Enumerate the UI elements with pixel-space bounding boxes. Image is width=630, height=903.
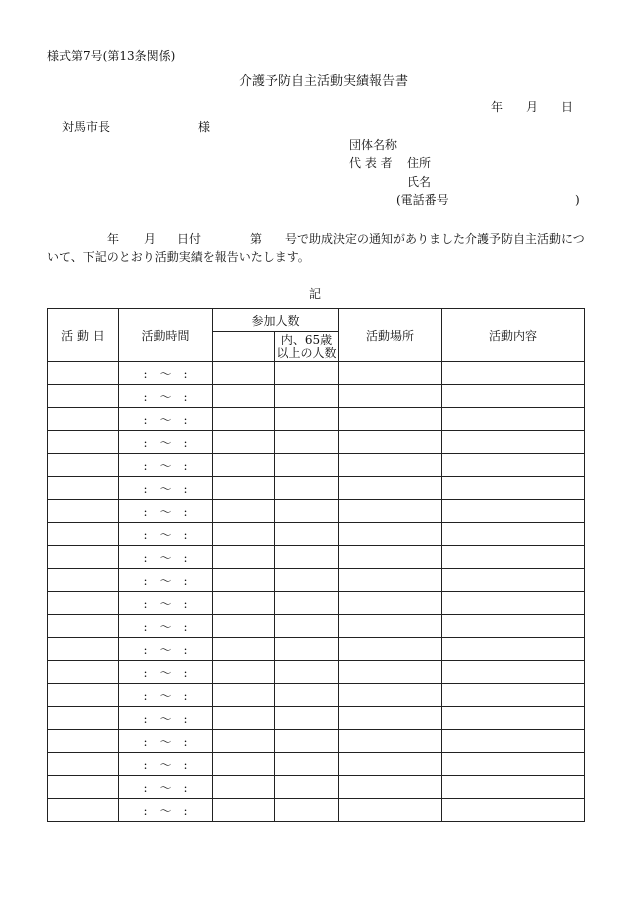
addressee-honorific: 様 (198, 120, 211, 134)
cell-activity-place (339, 500, 442, 523)
header-activity-place: 活動場所 (339, 309, 442, 362)
cell-participants-total (213, 500, 275, 523)
time-tilde: 〜 (159, 665, 172, 680)
cell-activity-time (119, 615, 213, 638)
cell-activity-time (119, 684, 213, 707)
cell-activity-date (48, 661, 119, 684)
header-activity-content: 活動内容 (442, 309, 585, 362)
cell-activity-content (442, 661, 585, 684)
cell-activity-place (339, 661, 442, 684)
cell-activity-date (48, 753, 119, 776)
cell-activity-date (48, 569, 119, 592)
table-row (48, 523, 585, 546)
cell-participants-total (213, 638, 275, 661)
cell-activity-place (339, 523, 442, 546)
cell-activity-time (119, 730, 213, 753)
table-row (48, 500, 585, 523)
time-tilde: 〜 (159, 688, 172, 703)
cell-over65-count (275, 362, 339, 385)
time-colon-start: : (143, 550, 148, 565)
table-row (48, 707, 585, 730)
cell-activity-place (339, 730, 442, 753)
cell-activity-date (48, 477, 119, 500)
cell-activity-time (119, 454, 213, 477)
time-tilde: 〜 (159, 527, 172, 542)
table-row (48, 385, 585, 408)
time-tilde: 〜 (159, 504, 172, 519)
table-row (48, 431, 585, 454)
cell-activity-date (48, 799, 119, 822)
cell-activity-time (119, 753, 213, 776)
cell-activity-content (442, 454, 585, 477)
cell-over65-count (275, 500, 339, 523)
time-tilde: 〜 (159, 389, 172, 404)
body-month: 月 (144, 232, 157, 246)
time-tilde: 〜 (159, 780, 172, 795)
time-colon-end: : (183, 435, 188, 450)
cell-participants-total (213, 408, 275, 431)
cell-activity-place (339, 454, 442, 477)
activity-record-table (47, 308, 585, 822)
cell-activity-date (48, 523, 119, 546)
cell-activity-place (339, 799, 442, 822)
table-row (48, 799, 585, 822)
cell-activity-date (48, 546, 119, 569)
time-colon-end: : (183, 573, 188, 588)
cell-activity-content (442, 477, 585, 500)
cell-activity-date (48, 776, 119, 799)
body-day: 日付 (177, 232, 202, 246)
time-tilde: 〜 (159, 366, 172, 381)
time-colon-end: : (183, 458, 188, 473)
time-colon-start: : (143, 435, 148, 450)
cell-participants-total (213, 615, 275, 638)
cell-participants-total (213, 684, 275, 707)
cell-activity-date (48, 615, 119, 638)
table-row (48, 638, 585, 661)
cell-over65-count (275, 546, 339, 569)
cell-participants-total (213, 753, 275, 776)
time-colon-end: : (183, 596, 188, 611)
cell-activity-date (48, 730, 119, 753)
cell-activity-place (339, 408, 442, 431)
time-colon-end: : (183, 619, 188, 634)
table-row (48, 730, 585, 753)
cell-activity-time (119, 523, 213, 546)
body-line2-text: いて、下記のとおり活動実績を報告いたします。 (47, 250, 310, 264)
time-tilde: 〜 (159, 757, 172, 772)
time-tilde: 〜 (159, 596, 172, 611)
cell-over65-count (275, 592, 339, 615)
header-participants-total (213, 332, 275, 362)
cell-participants-total (213, 546, 275, 569)
time-colon-start: : (143, 803, 148, 818)
cell-activity-content (442, 592, 585, 615)
time-colon-end: : (183, 527, 188, 542)
table-row (48, 753, 585, 776)
table-row (48, 362, 585, 385)
table-row (48, 454, 585, 477)
cell-over65-count (275, 753, 339, 776)
cell-activity-place (339, 592, 442, 615)
table-row (48, 684, 585, 707)
cell-activity-place (339, 707, 442, 730)
time-tilde: 〜 (159, 642, 172, 657)
time-tilde: 〜 (159, 619, 172, 634)
table-row (48, 661, 585, 684)
header-over65-count (275, 332, 339, 362)
cell-activity-content (442, 385, 585, 408)
time-colon-start: : (143, 504, 148, 519)
cell-activity-date (48, 684, 119, 707)
cell-activity-date (48, 454, 119, 477)
table-row (48, 592, 585, 615)
phone-close-paren: ) (575, 193, 580, 207)
cell-participants-total (213, 776, 275, 799)
time-colon-end: : (183, 757, 188, 772)
document-title: 介護予防自主活動実績報告書 (239, 74, 409, 89)
time-colon-end: : (183, 366, 188, 381)
time-colon-end: : (183, 642, 188, 657)
date-month-label: 月 (526, 100, 539, 114)
table-row (48, 569, 585, 592)
form-number: 様式第7号(第13条関係) (47, 49, 176, 63)
time-tilde: 〜 (159, 550, 172, 565)
cell-activity-time (119, 776, 213, 799)
cell-activity-time (119, 707, 213, 730)
cell-activity-time (119, 500, 213, 523)
cell-activity-date (48, 592, 119, 615)
cell-participants-total (213, 592, 275, 615)
cell-activity-date (48, 500, 119, 523)
cell-participants-total (213, 707, 275, 730)
cell-over65-count (275, 431, 339, 454)
cell-over65-count (275, 661, 339, 684)
time-tilde: 〜 (159, 481, 172, 496)
cell-activity-place (339, 569, 442, 592)
cell-over65-count (275, 684, 339, 707)
cell-participants-total (213, 385, 275, 408)
cell-activity-content (442, 638, 585, 661)
group-name-label: 団体名称 (349, 138, 398, 152)
cell-over65-count (275, 477, 339, 500)
header-activity-time: 活動時間 (119, 309, 213, 362)
time-colon-start: : (143, 527, 148, 542)
time-tilde: 〜 (159, 412, 172, 427)
cell-activity-content (442, 730, 585, 753)
cell-activity-content (442, 408, 585, 431)
time-colon-end: : (183, 711, 188, 726)
time-tilde: 〜 (159, 803, 172, 818)
cell-participants-total (213, 477, 275, 500)
cell-activity-date (48, 431, 119, 454)
name-label: 氏名 (407, 175, 432, 189)
cell-activity-date (48, 638, 119, 661)
cell-activity-content (442, 523, 585, 546)
time-colon-start: : (143, 734, 148, 749)
header-activity-date: 活 動 日 (48, 309, 119, 362)
cell-activity-place (339, 638, 442, 661)
cell-activity-time (119, 477, 213, 500)
cell-activity-date (48, 385, 119, 408)
cell-participants-total (213, 661, 275, 684)
header-over65-line1: 内、65歳 (280, 332, 333, 347)
time-colon-start: : (143, 757, 148, 772)
cell-participants-total (213, 454, 275, 477)
time-colon-start: : (143, 481, 148, 496)
time-colon-end: : (183, 688, 188, 703)
cell-participants-total (213, 431, 275, 454)
time-colon-start: : (143, 619, 148, 634)
cell-over65-count (275, 776, 339, 799)
cell-activity-place (339, 477, 442, 500)
time-colon-start: : (143, 458, 148, 473)
cell-activity-content (442, 546, 585, 569)
cell-activity-place (339, 753, 442, 776)
ki-label: 記 (309, 287, 322, 301)
cell-activity-place (339, 385, 442, 408)
phone-label: (電話番号 (396, 193, 449, 207)
cell-over65-count (275, 730, 339, 753)
time-tilde: 〜 (159, 435, 172, 450)
time-tilde: 〜 (159, 711, 172, 726)
time-colon-start: : (143, 412, 148, 427)
addressee-name: 対馬市長 (62, 120, 111, 134)
time-colon-start: : (143, 688, 148, 703)
body-line1-text: 号で助成決定の通知がありました介護予防自主活動につ (285, 232, 585, 246)
time-colon-end: : (183, 389, 188, 404)
cell-activity-date (48, 362, 119, 385)
table-row (48, 546, 585, 569)
cell-activity-content (442, 362, 585, 385)
cell-activity-time (119, 569, 213, 592)
cell-activity-content (442, 684, 585, 707)
time-colon-end: : (183, 504, 188, 519)
time-colon-end: : (183, 665, 188, 680)
cell-activity-content (442, 776, 585, 799)
cell-participants-total (213, 362, 275, 385)
cell-activity-time (119, 385, 213, 408)
cell-activity-content (442, 615, 585, 638)
cell-activity-time (119, 661, 213, 684)
cell-activity-content (442, 569, 585, 592)
cell-activity-time (119, 362, 213, 385)
time-colon-start: : (143, 665, 148, 680)
representative-label: 代 表 者 (349, 156, 393, 170)
time-colon-start: : (143, 711, 148, 726)
date-year-label: 年 (491, 100, 504, 114)
cell-activity-place (339, 431, 442, 454)
cell-participants-total (213, 523, 275, 546)
time-colon-start: : (143, 573, 148, 588)
cell-activity-date (48, 408, 119, 431)
time-colon-end: : (183, 780, 188, 795)
cell-over65-count (275, 799, 339, 822)
time-colon-end: : (183, 734, 188, 749)
time-tilde: 〜 (159, 734, 172, 749)
cell-activity-time (119, 638, 213, 661)
cell-activity-content (442, 799, 585, 822)
table-row (48, 477, 585, 500)
time-colon-start: : (143, 366, 148, 381)
cell-activity-time (119, 408, 213, 431)
cell-over65-count (275, 638, 339, 661)
cell-activity-content (442, 500, 585, 523)
body-number-prefix: 第 (250, 232, 263, 246)
cell-over65-count (275, 523, 339, 546)
time-colon-end: : (183, 412, 188, 427)
time-colon-end: : (183, 803, 188, 818)
cell-activity-time (119, 431, 213, 454)
cell-over65-count (275, 615, 339, 638)
body-year: 年 (107, 232, 120, 246)
time-colon-end: : (183, 481, 188, 496)
cell-activity-time (119, 546, 213, 569)
table-row (48, 776, 585, 799)
time-colon-end: : (183, 550, 188, 565)
cell-participants-total (213, 569, 275, 592)
cell-activity-time (119, 799, 213, 822)
time-colon-start: : (143, 642, 148, 657)
time-colon-start: : (143, 596, 148, 611)
cell-activity-content (442, 753, 585, 776)
cell-activity-place (339, 362, 442, 385)
cell-over65-count (275, 569, 339, 592)
cell-over65-count (275, 454, 339, 477)
time-colon-start: : (143, 780, 148, 795)
date-day-label: 日 (561, 100, 574, 114)
cell-activity-content (442, 431, 585, 454)
cell-activity-place (339, 776, 442, 799)
cell-over65-count (275, 408, 339, 431)
cell-activity-date (48, 707, 119, 730)
header-participants: 参加人数 (213, 309, 339, 332)
table-row (48, 408, 585, 431)
header-over65-line2: 以上の人数 (276, 345, 337, 360)
address-label: 住所 (407, 156, 432, 170)
cell-activity-place (339, 615, 442, 638)
cell-activity-content (442, 707, 585, 730)
cell-activity-time (119, 592, 213, 615)
table-row (48, 615, 585, 638)
cell-participants-total (213, 799, 275, 822)
time-colon-start: : (143, 389, 148, 404)
time-tilde: 〜 (159, 458, 172, 473)
cell-participants-total (213, 730, 275, 753)
cell-activity-place (339, 684, 442, 707)
cell-over65-count (275, 707, 339, 730)
time-tilde: 〜 (159, 573, 172, 588)
cell-over65-count (275, 385, 339, 408)
cell-activity-place (339, 546, 442, 569)
